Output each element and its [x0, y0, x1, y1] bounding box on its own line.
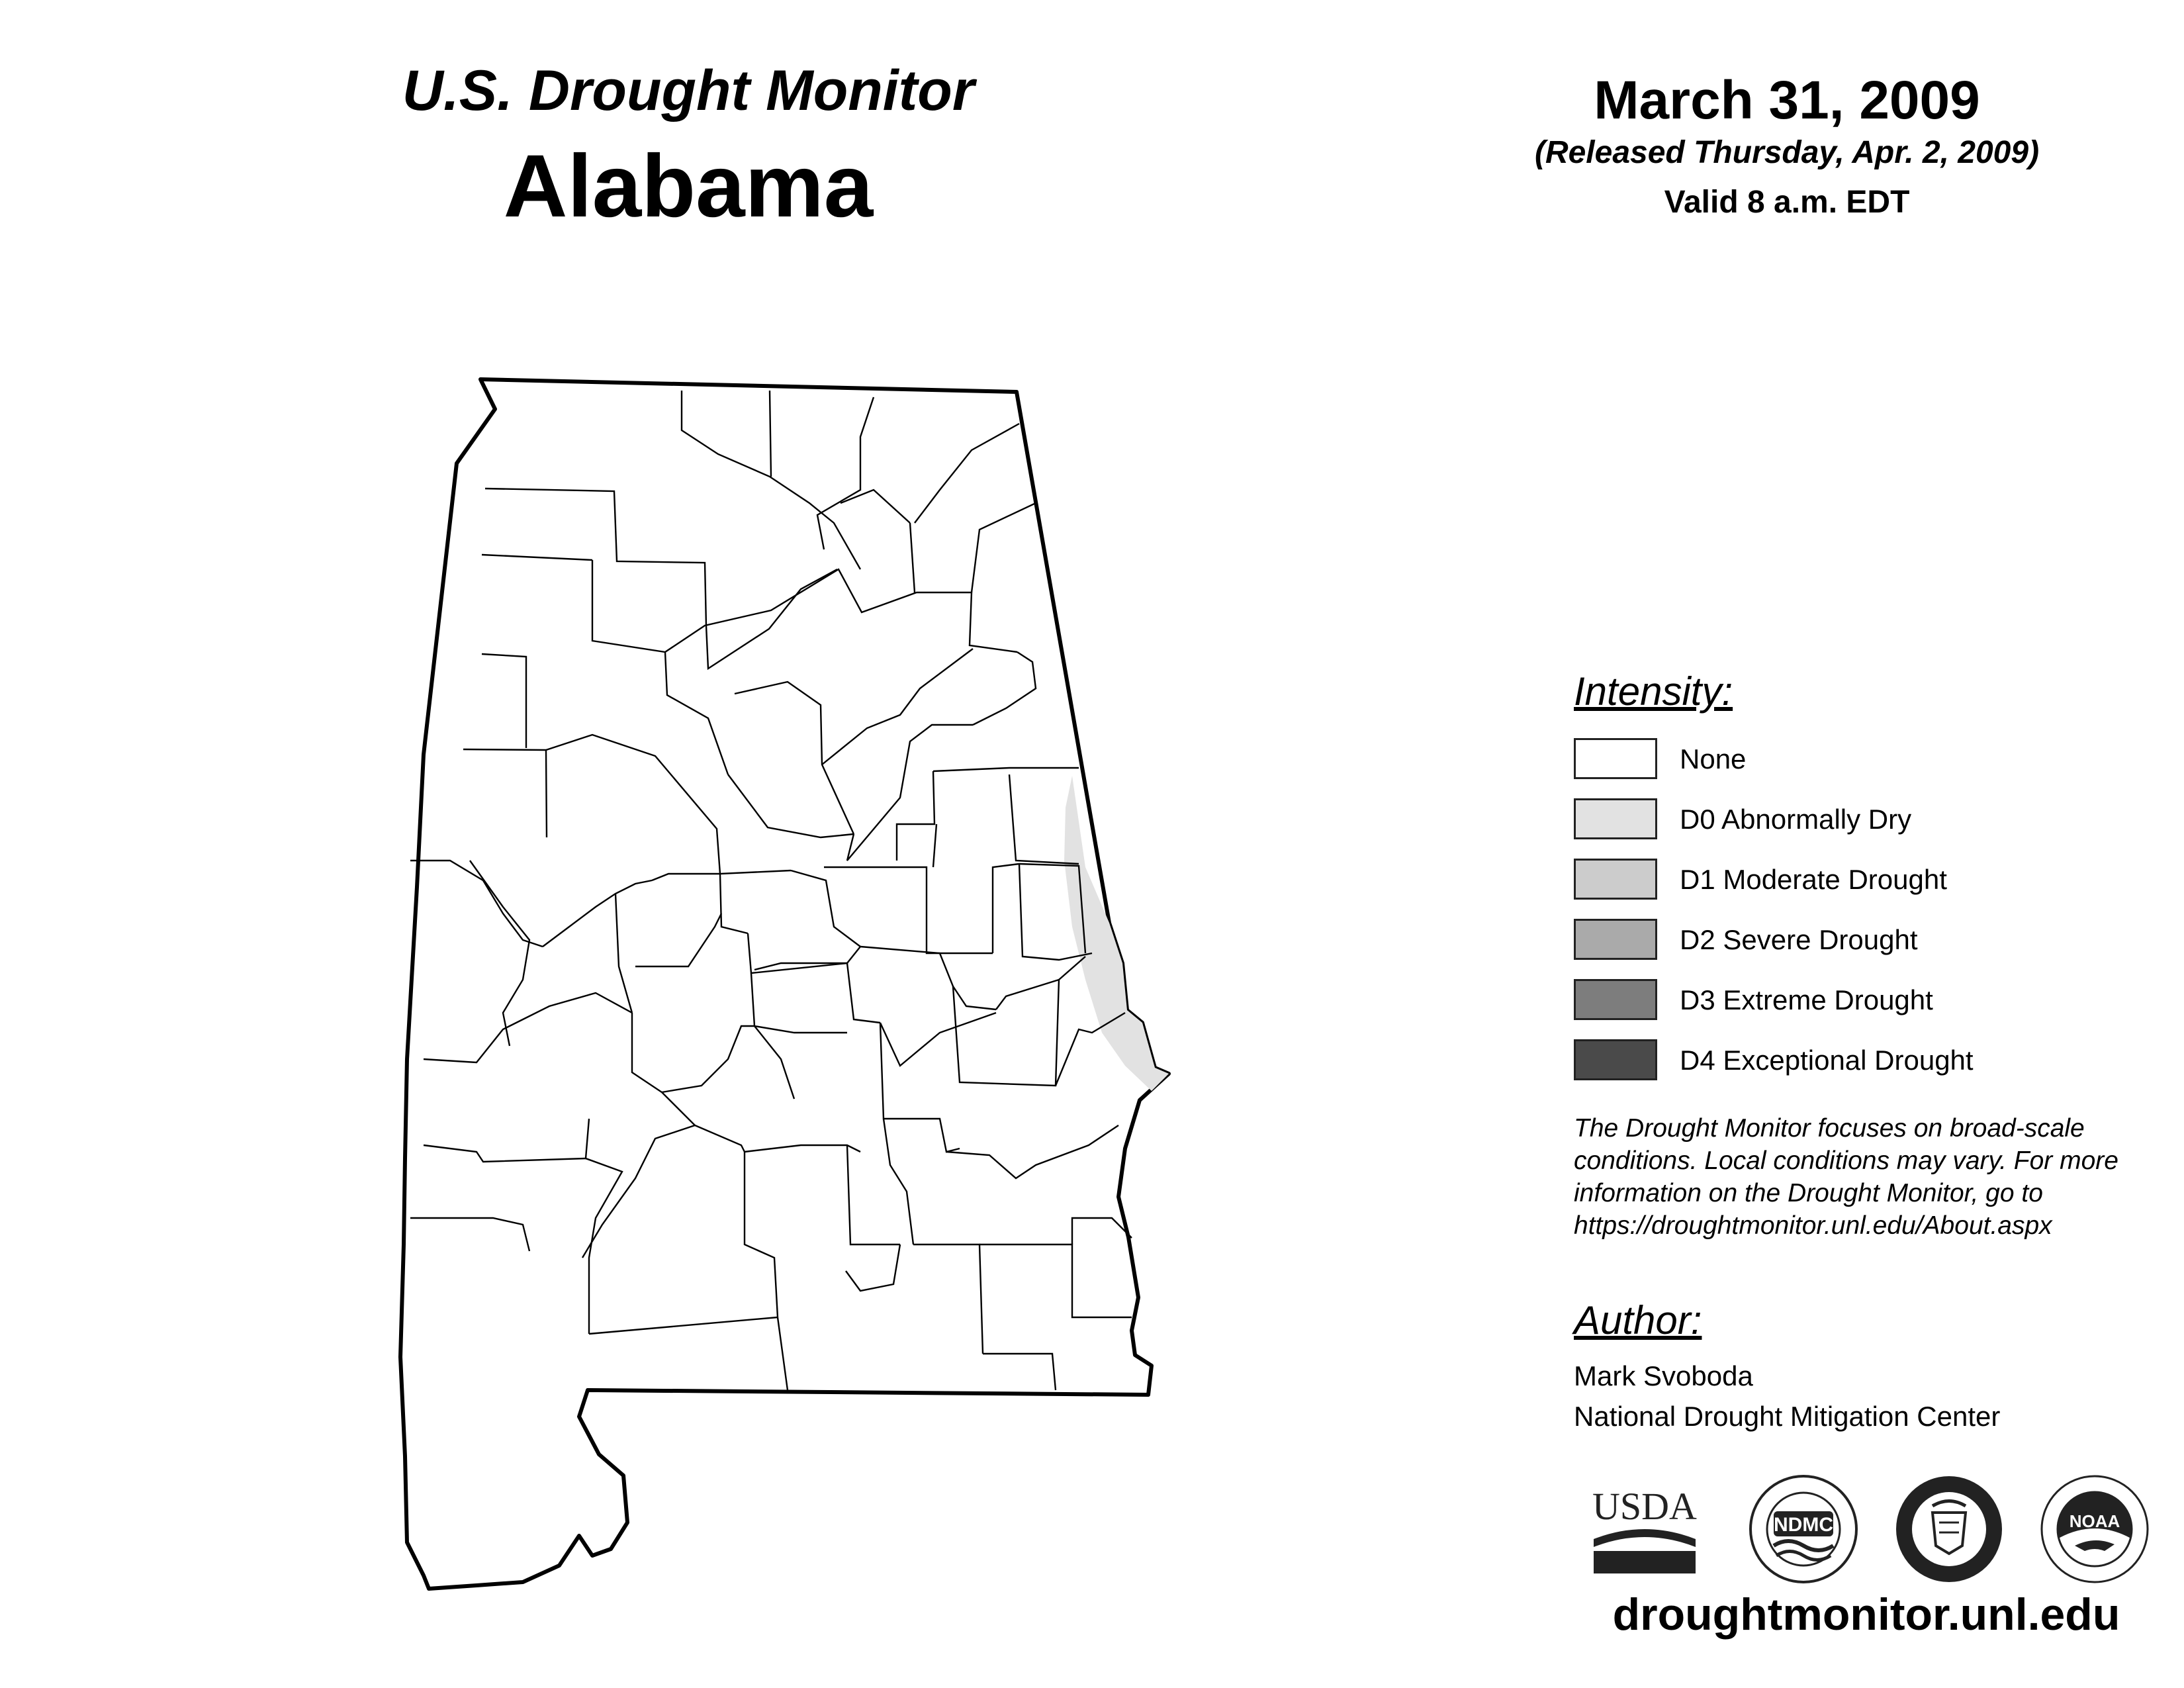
legend-swatch	[1574, 979, 1657, 1020]
author-heading: Author:	[1574, 1298, 1702, 1342]
legend-swatch	[1574, 859, 1657, 900]
legend-title: Intensity:	[1574, 669, 1733, 714]
legend-label: D1 Moderate Drought	[1680, 864, 1947, 895]
alabama-map	[371, 357, 1191, 1602]
legend-item-none	[1574, 738, 2143, 782]
release-date: (Released Thursday, Apr. 2, 2009)	[1534, 135, 2040, 170]
legend-label: None	[1680, 743, 1747, 774]
author-organization: National Drought Mitigation Center	[1574, 1401, 2001, 1432]
legend-swatch	[1574, 798, 1657, 839]
legend-swatch	[1574, 1039, 1657, 1080]
map-title: U.S. Drought Monitor	[402, 59, 975, 122]
legend-item-d2	[1574, 919, 2143, 962]
state-outline	[400, 379, 1169, 1589]
department-of-commerce-logo	[1893, 1473, 2005, 1585]
disclaimer-note: The Drought Monitor focuses on broad-scale conditions. Local conditions may vary. For more information on the Drought Monitor, go to https://droughtmonitor.unl.edu/About.aspx	[1574, 1114, 2118, 1240]
svg-text:NOAA: NOAA	[2069, 1511, 2120, 1531]
map-date: March 31, 2009	[1594, 70, 1980, 130]
legend-swatch	[1574, 738, 1657, 779]
valid-time: Valid 8 a.m. EDT	[1664, 185, 1910, 220]
legend-label: D4 Exceptional Drought	[1680, 1045, 1974, 1076]
website-link[interactable]: droughtmonitor.unl.edu	[1612, 1589, 2120, 1640]
usda-logo	[1588, 1473, 1701, 1585]
legend-swatch	[1574, 919, 1657, 960]
svg-text:USDA: USDA	[1592, 1485, 1697, 1528]
legend-label: D0 Abnormally Dry	[1680, 804, 1912, 835]
svg-text:NDMC: NDMC	[1774, 1514, 1833, 1536]
legend-label: D3 Extreme Drought	[1680, 984, 1933, 1015]
legend-item-d3	[1574, 979, 2143, 1023]
legend-label: D2 Severe Drought	[1680, 924, 1918, 955]
author-name: Mark Svoboda	[1574, 1360, 1753, 1391]
legend-item-d0	[1574, 798, 2143, 842]
noaa-logo	[2038, 1473, 2151, 1585]
legend-item-d1	[1574, 859, 2143, 902]
legend-item-d4	[1574, 1039, 2143, 1083]
state-name: Alabama	[503, 137, 874, 236]
ndmc-logo	[1747, 1473, 1860, 1585]
